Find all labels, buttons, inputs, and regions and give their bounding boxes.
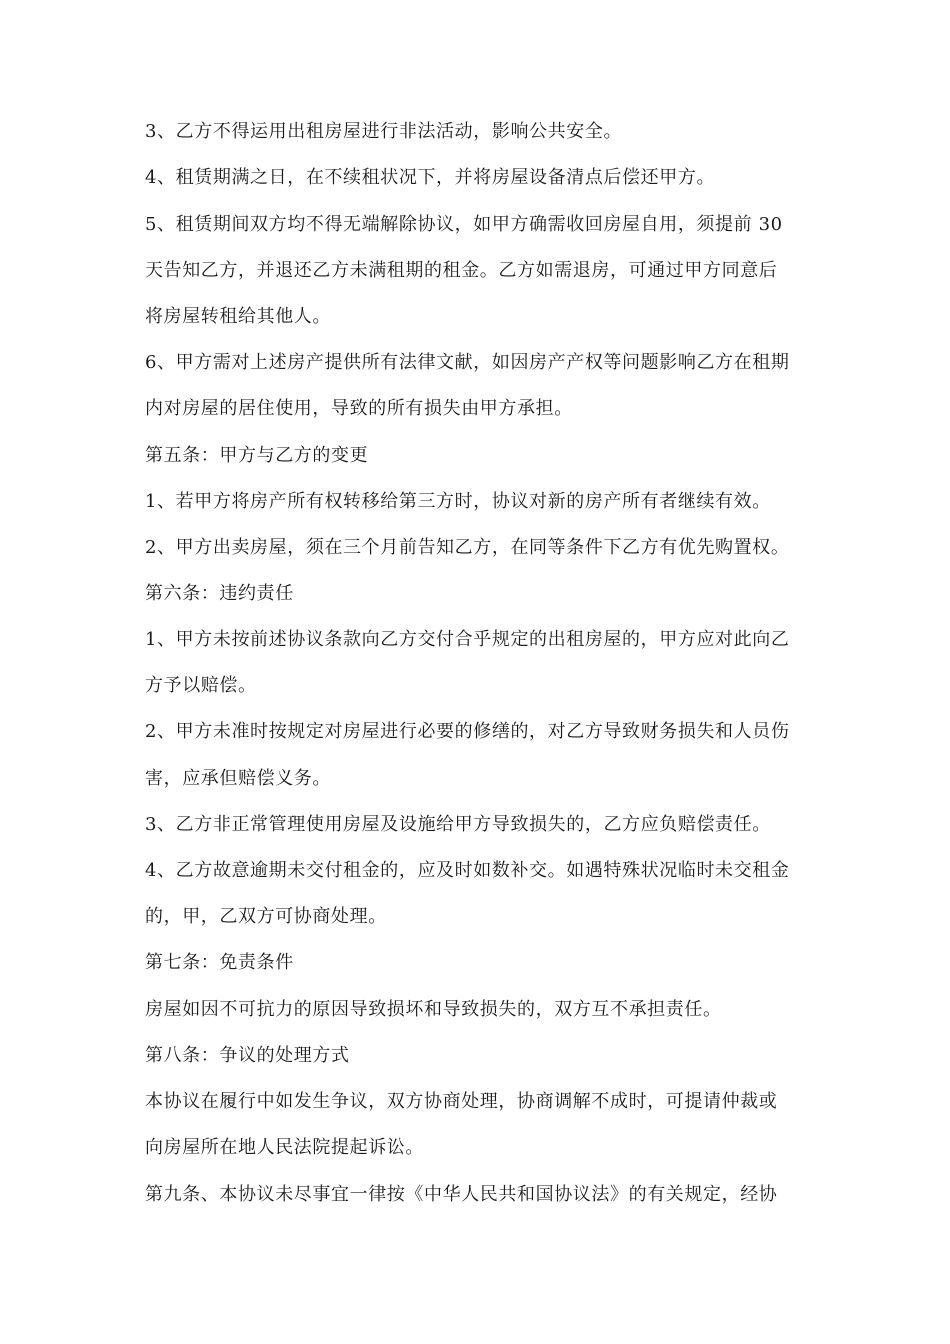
section-heading: 第七条：免责条件 [145, 952, 294, 973]
clause-line: 1、甲方未按前述协议条款向乙方交付合乎规定的出租房屋的，甲方应对此向乙 [145, 629, 790, 650]
clause-line: 6、甲方需对上述房产提供所有法律文献，如因房产产权等问题影响乙方在租期 [145, 352, 790, 373]
clause-line: 1、若甲方将房产所有权转移给第三方时，协议对新的房产所有者继续有效。 [145, 491, 771, 512]
clause-line: 2、甲方出卖房屋，须在三个月前告知乙方，在同等条件下乙方有优先购置权。 [145, 537, 790, 558]
clause-line: 内对房屋的居住使用，导致的所有损失由甲方承担。 [145, 398, 573, 419]
clause-line: 3、乙方非正常管理使用房屋及设施给甲方导致损失的，乙方应负赔偿责任。 [145, 814, 771, 835]
clause-line: 天告知乙方，并退还乙方未满租期的租金。乙方如需退房，可通过甲方同意后 [145, 260, 778, 281]
section-heading: 第六条：违约责任 [145, 583, 294, 604]
clause-line: 4、乙方故意逾期未交付租金的，应及时如数补交。如遇特殊状况临时未交租金 [145, 860, 790, 881]
clause-line: 2、甲方未准时按规定对房屋进行必要的修缮的，对乙方导致财务损失和人员伤 [145, 721, 790, 742]
clause-line: 5、租赁期间双方均不得无端解除协议，如甲方确需收回房屋自用，须提前 30 [145, 214, 783, 235]
clause-line: 4、租赁期满之日，在不续租状况下，并将房屋设备清点后偿还甲方。 [145, 167, 716, 188]
clause-line: 方予以赔偿。 [145, 675, 257, 696]
clause-line: 第九条、本协议未尽事宜一律按《中华人民共和国协议法》的有关规定，经协 [145, 1184, 778, 1205]
clause-line: 将房屋转租给其他人。 [145, 306, 331, 327]
clause-line: 害，应承但赔偿义务。 [145, 768, 331, 789]
clause-line: 的，甲，乙双方可协商处理。 [145, 906, 387, 927]
clause-line: 向房屋所在地人民法院提起诉讼。 [145, 1137, 424, 1158]
section-heading: 第五条：甲方与乙方的变更 [145, 445, 369, 466]
clause-line: 房屋如因不可抗力的原因导致损坏和导致损失的，双方互不承担责任。 [145, 999, 722, 1020]
section-heading: 第八条：争议的处理方式 [145, 1045, 350, 1066]
clause-line: 本协议在履行中如发生争议，双方协商处理，协商调解不成时，可提请仲裁或 [145, 1091, 778, 1112]
clause-line: 3、乙方不得运用出租房屋进行非法活动，影响公共安全。 [145, 121, 623, 142]
